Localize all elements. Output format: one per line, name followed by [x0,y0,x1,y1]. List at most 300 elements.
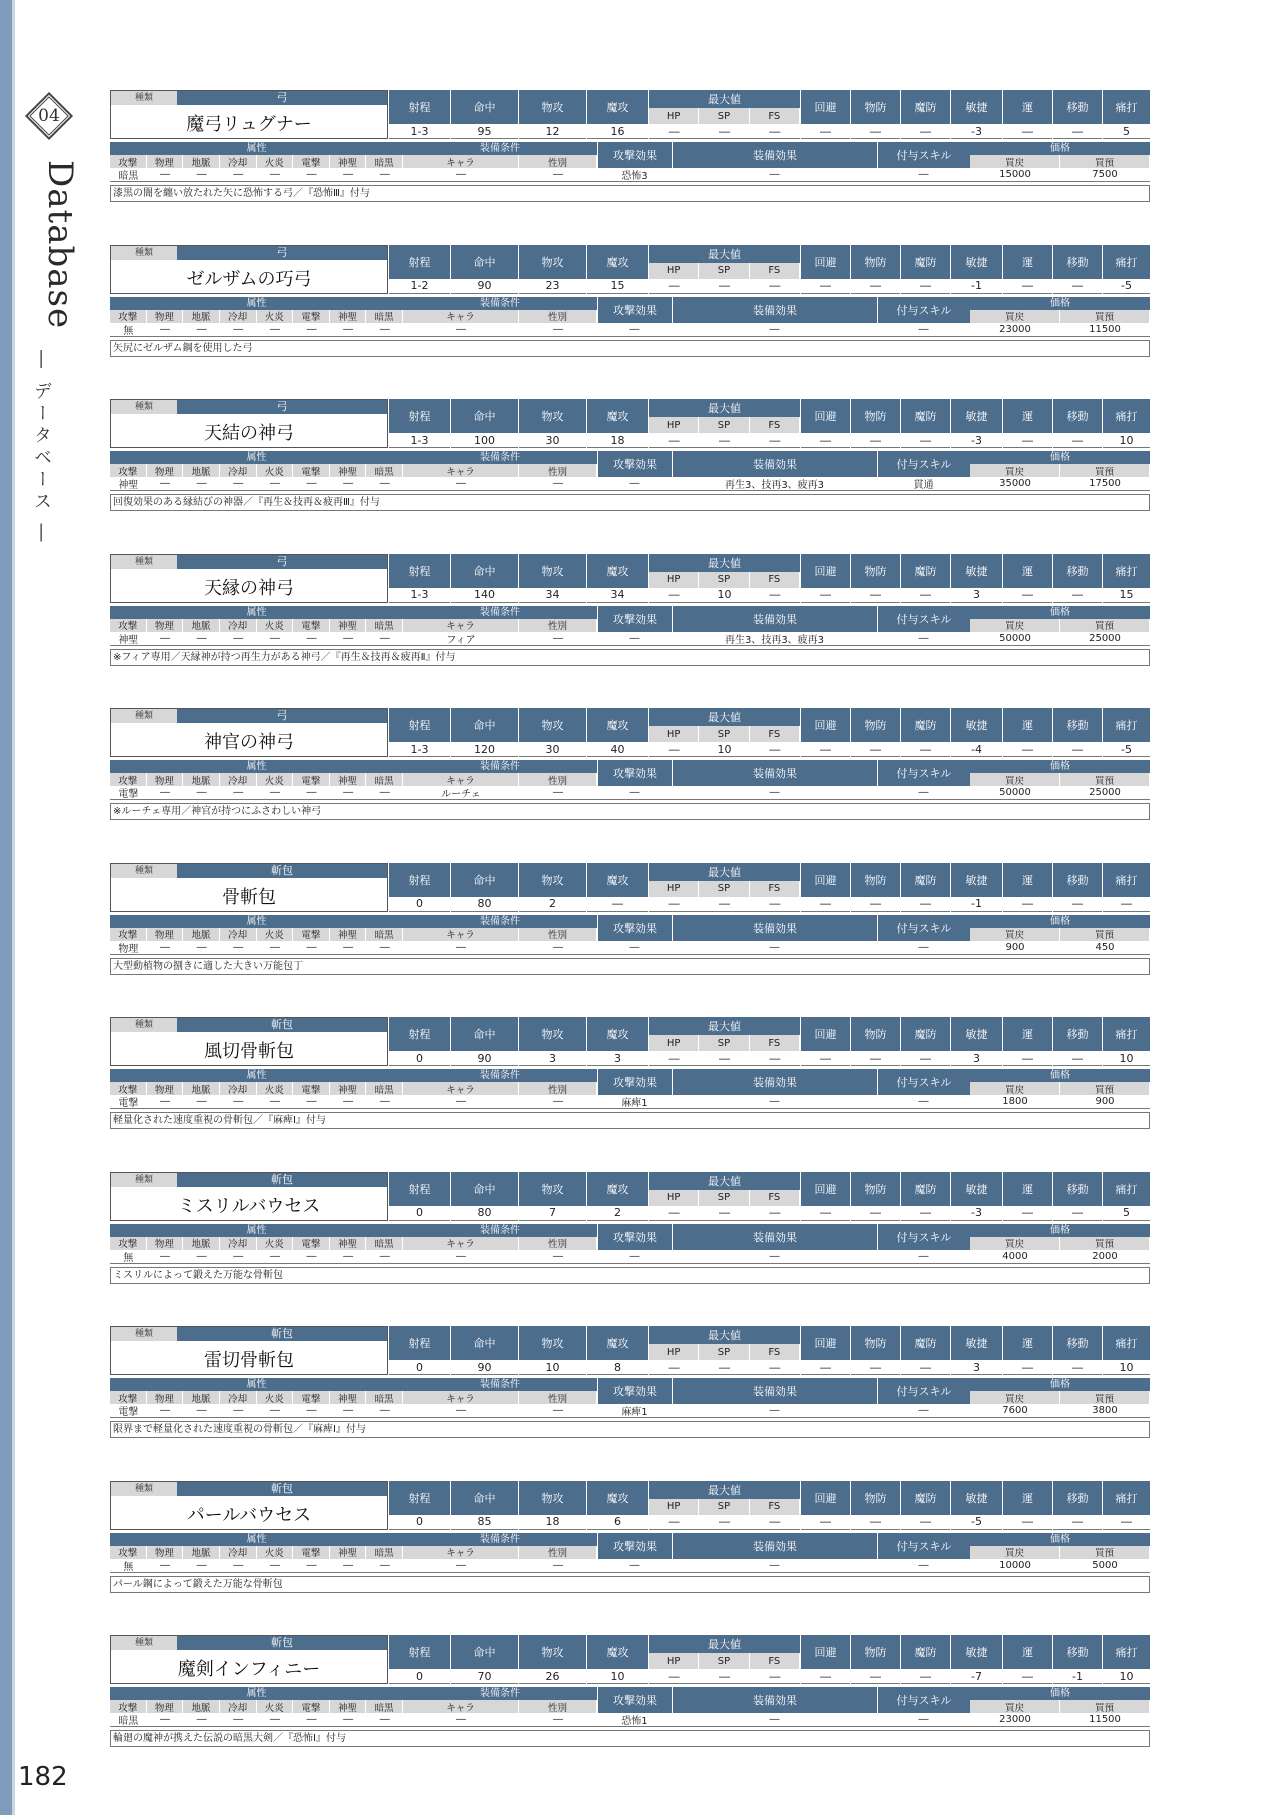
equip-effect-value: ― [672,786,877,800]
max-hp-value: ― [668,742,680,756]
attr-value: ― [343,787,354,798]
attribute-block [110,142,403,182]
price-sell-value: 25000 [1089,787,1121,798]
stat-mdef [900,554,950,603]
stat-move-head: 移動 [1053,399,1102,433]
stat-evasion-value: ― [801,1515,850,1530]
equip-effect-value: ― [672,323,877,337]
attr-value: ― [306,323,317,335]
stat-pdef-value: ― [851,1515,900,1530]
attr-head: 地脈 [183,1082,220,1095]
stat-patk-head: 物攻 [519,1172,586,1206]
stat-move-value: ― [1053,1051,1102,1066]
equip-chara-value: ― [456,169,466,180]
type-label: 種類 [111,1327,177,1341]
attr-value: ― [269,787,280,798]
equip-sex-head: 性別 [519,619,597,632]
price-block [970,1069,1150,1109]
max-hp-head: HP [649,881,699,897]
stats-row [110,863,1150,912]
stat-move-head: 移動 [1053,708,1102,742]
granted-skill-value: ― [877,1250,970,1264]
stat-evasion-head: 回避 [801,399,850,433]
price-values [970,632,1150,646]
stat-luck [1002,708,1052,757]
stat-patk-head: 物攻 [519,90,586,124]
stat-pdef-head: 物防 [851,90,900,124]
attr-head: 火炎 [257,1546,294,1559]
stat-move [1052,708,1102,757]
equip-effect-block [672,915,877,955]
attr-head: 電撃 [293,155,330,168]
price-sell-head: 買預 [1060,310,1150,323]
stat-luck-head: 運 [1003,90,1052,124]
max-fs-head: FS [750,1035,800,1051]
stat-range-value: 0 [389,1360,450,1375]
attr-head: 神聖 [330,155,367,168]
attack-effect-block [597,1378,672,1418]
price-heads [970,1546,1150,1559]
item-type: 斬包 [177,1018,387,1032]
stat-patk [518,863,586,912]
max-fs-value: ― [769,897,781,910]
attr-value: ― [159,323,170,335]
equip-sex-head: 性別 [519,1237,597,1250]
stat-mdef-head: 魔防 [901,554,950,588]
max-hp-value: ― [668,124,680,138]
max-values-row [649,1515,800,1530]
stat-agility-head: 敏捷 [951,1481,1002,1515]
attr-head: 電撃 [293,310,330,323]
attr-head: 冷却 [220,1391,257,1404]
stat-luck-head: 運 [1003,863,1052,897]
stat-mdef-value: ― [901,897,950,912]
max-values-title: 最大値 [649,708,800,726]
stat-evasion-head: 回避 [801,863,850,897]
stat-critical-value: -5 [1103,742,1150,757]
stat-range [388,1481,450,1530]
stat-agility-value: -3 [951,1206,1002,1221]
stat-mdef-value: ― [901,124,950,139]
stat-range-head: 射程 [389,1326,450,1360]
max-values-row [649,433,800,448]
attr-head: 暗黒 [366,1391,403,1404]
stat-matk-value: 16 [587,124,648,139]
attr-head: 電撃 [293,1391,330,1404]
equip-effect-block [672,451,877,491]
attr-head: 地脈 [183,464,220,477]
stat-range-value: 1-3 [389,588,450,603]
stat-luck-value: ― [1003,1360,1052,1375]
stat-patk [518,1017,586,1066]
attr-value: ― [343,478,354,489]
stat-mdef-value: ― [901,1206,950,1221]
attr-head: 神聖 [330,1700,367,1713]
attribute-title: 属性 [110,1069,403,1082]
price-title: 価格 [970,142,1150,155]
equip-sex-head: 性別 [519,928,597,941]
equip-chara-head: キャラ [403,1082,519,1095]
price-heads [970,1082,1150,1095]
max-values-heads [649,1190,800,1206]
stat-agility-head: 敏捷 [951,1326,1002,1360]
price-title: 価格 [970,1378,1150,1391]
stat-pdef-head: 物防 [851,1326,900,1360]
stat-evasion-head: 回避 [801,1326,850,1360]
stat-matk [586,554,648,603]
max-values [648,1481,800,1530]
equip-condition-block [403,451,597,491]
stat-hit-head: 命中 [451,1326,518,1360]
equip-sex-head: 性別 [519,1700,597,1713]
stat-patk [518,90,586,139]
price-buy-value: 50000 [999,787,1031,798]
price-buy-value: 4000 [1002,1250,1028,1262]
stat-patk-head: 物攻 [519,863,586,897]
stat-move-value: ― [1053,742,1102,757]
stat-patk [518,1635,586,1684]
price-sell-head: 買預 [1060,773,1150,786]
equip-condition-heads [403,1082,597,1095]
attr-head: 神聖 [330,1237,367,1250]
stat-mdef-value: ― [901,588,950,603]
equip-condition-heads [403,1237,597,1250]
detail-row [110,451,1150,491]
stat-agility [950,245,1002,294]
max-values-title: 最大値 [649,1481,800,1499]
max-hp-head: HP [649,572,699,588]
stat-hit-value: 90 [451,1360,518,1375]
max-values-row [649,1051,800,1066]
item-type: 弓 [177,400,387,414]
stat-move-head: 移動 [1053,554,1102,588]
stat-critical-head: 痛打 [1103,1172,1150,1206]
attr-head: 火炎 [257,1700,294,1713]
price-block [970,915,1150,955]
attack-effect-block [597,297,672,337]
attr-value: ― [233,478,244,489]
max-sp-value: 10 [717,588,732,601]
name-cell [110,1635,388,1684]
max-fs-value: ― [769,1051,781,1065]
stat-pdef-head: 物防 [851,554,900,588]
stat-mdef [900,1326,950,1375]
stat-patk-value: 2 [519,897,586,912]
stat-range [388,399,450,448]
stat-move [1052,1481,1102,1530]
attack-effect-head: 攻撃効果 [597,915,672,941]
attack-effect-block [597,1069,672,1109]
price-values [970,1250,1150,1264]
stat-evasion-head: 回避 [801,245,850,279]
attack-effect-block [597,1533,672,1573]
item-name: 天縁の神弓 [204,577,294,599]
attr-head: 電撃 [293,1082,330,1095]
max-sp-head: SP [699,881,749,897]
attr-head: 暗黒 [366,310,403,323]
max-hp-value: ― [668,1051,680,1065]
attr-head: 攻撃 [110,1700,147,1713]
max-sp-value: ― [718,1206,730,1219]
attr-value: ― [196,1559,207,1571]
max-sp-head: SP [699,1653,749,1669]
max-fs-value: ― [769,279,781,292]
stat-patk-value: 7 [519,1206,586,1221]
stat-hit-value: 95 [451,124,518,139]
price-block [970,451,1150,491]
type-label: 種類 [111,555,177,569]
max-sp-value: ― [718,433,730,447]
stat-pdef-value: ― [851,1669,900,1684]
equip-condition-title: 装備条件 [403,915,597,928]
max-fs-head: FS [750,726,800,742]
granted-skill-value: ― [877,168,970,182]
stat-agility-value: -7 [951,1669,1002,1684]
attack-effect-value: ― [597,941,672,955]
stat-move [1052,1017,1102,1066]
attr-value: ― [196,1714,207,1725]
item-name: 骨斬包 [222,886,276,908]
item-entry [110,90,1150,245]
max-hp-value: ― [668,1515,680,1528]
attr-head: 神聖 [330,1546,367,1559]
price-sell-head: 買預 [1060,928,1150,941]
price-block [970,297,1150,337]
attribute-heads [110,1237,403,1250]
granted-skill-head: 付与スキル [877,1378,970,1404]
stat-luck [1002,863,1052,912]
attr-head: 神聖 [330,1391,367,1404]
stat-luck-head: 運 [1003,708,1052,742]
stat-pdef [850,708,900,757]
attr-head: 電撃 [293,1700,330,1713]
attr-head: 冷却 [220,1082,257,1095]
max-hp-value: ― [668,279,680,292]
detail-row [110,1687,1150,1727]
stat-luck-value: ― [1003,588,1052,603]
equip-effect-value: ― [672,941,877,955]
attr-value: ― [159,478,170,489]
stat-luck-value: ― [1003,1515,1052,1530]
equip-effect-value: ― [672,1250,877,1264]
price-sell-head: 買預 [1060,1546,1150,1559]
equip-chara-head: キャラ [403,310,519,323]
equip-condition-heads [403,1700,597,1713]
stats-row [110,1635,1150,1684]
stat-pdef [850,1017,900,1066]
name-cell [110,1481,388,1530]
name-cell [110,399,388,448]
max-values-heads [649,1344,800,1360]
stat-agility [950,399,1002,448]
granted-skill-block [877,297,970,337]
stat-evasion [800,554,850,603]
attack-effect-value: 麻痺1 [597,1404,672,1418]
item-description: 回復効果のある縁結びの神器／『再生＆技再＆疲再Ⅲ』付与 [110,494,1150,511]
price-buy-head: 買戻 [970,464,1060,477]
item-name: 風切骨斬包 [204,1041,294,1062]
attr-head: 冷却 [220,1237,257,1250]
attr-head: 攻撃 [110,1082,147,1095]
stats-row [110,554,1150,603]
max-fs-value: ― [769,742,781,756]
name-cell [110,863,388,912]
stat-luck-head: 運 [1003,245,1052,279]
stat-mdef-value: ― [901,1515,950,1530]
attr-head: 冷却 [220,1546,257,1559]
stat-hit-head: 命中 [451,399,518,433]
attr-value: ― [196,1405,207,1416]
stat-range-value: 0 [389,1206,450,1221]
stat-mdef-value: ― [901,433,950,448]
equip-effect-head: 装備効果 [672,606,877,632]
stat-luck-value: ― [1003,1051,1052,1066]
stat-patk-value: 34 [519,588,586,603]
stat-agility-head: 敏捷 [951,1172,1002,1206]
item-name: 魔剣インフィニー [177,1659,321,1680]
attribute-title: 属性 [110,142,403,155]
max-hp-head: HP [649,1499,699,1515]
stat-hit [450,1481,518,1530]
stat-agility [950,1326,1002,1375]
attack-effect-head: 攻撃効果 [597,451,672,477]
price-values [970,1713,1150,1727]
stat-hit [450,554,518,603]
stat-patk-value: 30 [519,742,586,757]
equip-chara-head: キャラ [403,928,519,941]
attr-head: 神聖 [330,773,367,786]
detail-row [110,915,1150,955]
equip-effect-value: ― [672,1095,877,1109]
attr-value: ― [306,169,317,180]
stat-patk [518,1481,586,1530]
attribute-block [110,1069,403,1109]
equip-sex-head: 性別 [519,773,597,786]
attribute-values [110,786,403,800]
stat-move-head: 移動 [1053,1635,1102,1669]
name-cell [110,708,388,757]
equip-effect-value: 再生3、技再3、疲再3 [672,632,877,646]
granted-skill-head: 付与スキル [877,1069,970,1095]
stat-range-value: 1-3 [389,124,450,139]
stat-hit [450,1172,518,1221]
max-fs-value: ― [769,588,781,601]
stat-hit-value: 140 [451,588,518,603]
attr-value: ― [269,1559,280,1571]
stat-patk-head: 物攻 [519,245,586,279]
stat-matk [586,708,648,757]
stats-row [110,245,1150,294]
attr-value: ― [233,1559,244,1571]
attribute-title: 属性 [110,760,403,773]
attr-value: ― [379,478,390,489]
price-title: 価格 [970,760,1150,773]
stat-range [388,1326,450,1375]
max-values [648,245,800,294]
stat-patk [518,399,586,448]
equip-condition-title: 装備条件 [403,297,597,310]
attr-value: 物理 [118,943,139,955]
item-type: 斬包 [177,864,387,878]
stat-range [388,863,450,912]
stat-mdef [900,1635,950,1684]
stat-pdef-head: 物防 [851,1172,900,1206]
price-block [970,1687,1150,1727]
max-fs-head: FS [750,881,800,897]
granted-skill-value: ― [877,786,970,800]
attr-value: ― [196,1250,207,1262]
stat-critical-value: ― [1103,897,1150,912]
max-values-title: 最大値 [649,863,800,881]
attribute-title: 属性 [110,1378,403,1391]
price-heads [970,310,1150,323]
attr-value: ― [196,478,207,489]
equip-chara-value: ルーチェ [441,789,481,800]
stat-evasion-head: 回避 [801,1635,850,1669]
max-values-title: 最大値 [649,1326,800,1344]
attribute-values [110,1095,403,1109]
attr-value: ― [379,1096,390,1107]
stat-evasion-head: 回避 [801,1017,850,1051]
item-entry [110,245,1150,400]
attr-head: 暗黒 [366,928,403,941]
attr-head: 地脈 [183,1700,220,1713]
equip-condition-block [403,1224,597,1264]
stat-agility [950,863,1002,912]
attr-value: ― [269,478,280,489]
item-list [110,90,1150,1790]
stat-luck-value: ― [1003,897,1052,912]
stat-mdef [900,708,950,757]
stat-range-head: 射程 [389,1635,450,1669]
stat-hit-head: 命中 [451,863,518,897]
attack-effect-head: 攻撃効果 [597,142,672,168]
stat-evasion-value: ― [801,1206,850,1221]
stat-move-value: -1 [1053,1669,1102,1684]
stat-hit [450,1326,518,1375]
stat-mdef-head: 魔防 [901,1326,950,1360]
equip-condition-values [403,323,597,337]
granted-skill-block [877,451,970,491]
price-sell-head: 買預 [1060,619,1150,632]
stat-critical-value: 10 [1103,1360,1150,1375]
max-values [648,399,800,448]
max-fs-head: FS [750,108,800,124]
max-values [648,708,800,757]
granted-skill-value: ― [877,941,970,955]
stat-mdef-head: 魔防 [901,1172,950,1206]
stat-matk-value: 6 [587,1515,648,1530]
stat-range-value: 0 [389,1669,450,1684]
attribute-block [110,1378,403,1418]
attr-value: ― [379,1714,390,1725]
granted-skill-block [877,1069,970,1109]
stats-row [110,1326,1150,1375]
stat-range-head: 射程 [389,863,450,897]
price-title: 価格 [970,915,1150,928]
attr-value: ― [343,941,354,953]
granted-skill-block [877,142,970,182]
stat-range-head: 射程 [389,708,450,742]
attribute-heads [110,619,403,632]
stat-matk-head: 魔攻 [587,554,648,588]
attribute-values [110,941,403,955]
attr-head: 火炎 [257,773,294,786]
attribute-block [110,451,403,491]
max-fs-value: ― [769,124,781,138]
price-buy-head: 買戻 [970,310,1060,323]
equip-condition-block [403,1378,597,1418]
